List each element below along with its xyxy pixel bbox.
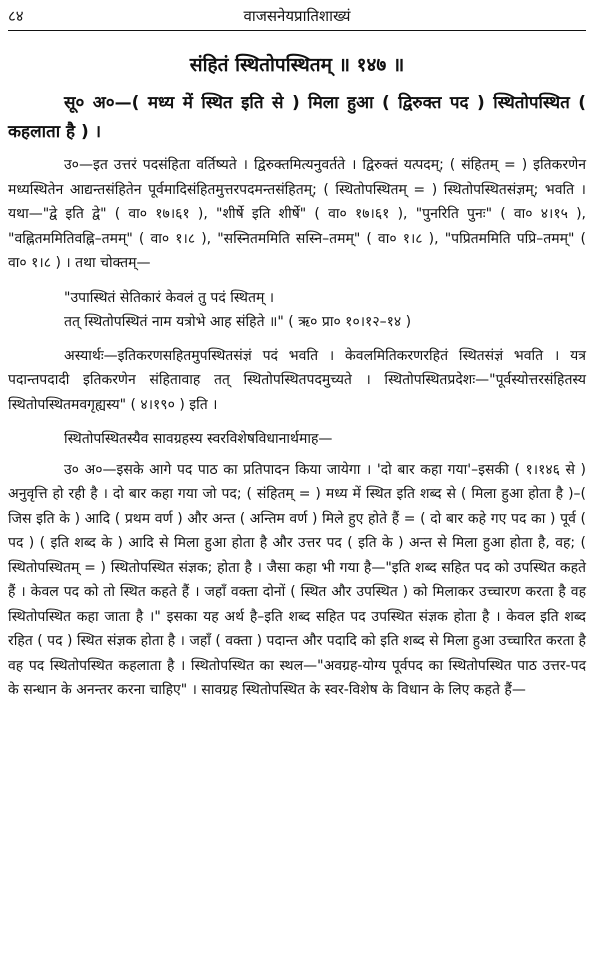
- sutra-translation: सू० अ०—( मध्य में स्थित इति से ) मिला हुआ ( द्विरुक्त पद ) स्थितोपस्थित ( कहलाता है ) ।: [8, 93, 586, 142]
- next-sutra-intro: स्थितोपस्थितस्यैव सावग्रहस्य स्वरविशेषविधानार्थमाह—: [64, 431, 333, 447]
- page-header: [8, 4, 586, 31]
- meaning-paragraph: अस्यार्थः—इतिकरणसहितमुपस्थितसंज्ञं पदं भवति । केवलमितिकरणरहितं स्थितसंज्ञं भवति । यत्र पदान्तपदादी इतिकरणेन संहितावाह तत् स्थितोपस्थितपदमुच्यते । स्थितोपस्थितप्रदेशः—"पूर्वस्योत्तरसंहितस्य स्थितोपस्थितमवगृह्यस्य" ( ४।१९० ) इति ।: [8, 347, 586, 413]
- page-number: ८४: [8, 7, 24, 25]
- hindi-commentary: उ० अ०—इसके आगे पद पाठ का प्रतिपादन किया जायेगा । 'दो बार कहा गया'–इसकी ( १।१४६ से ) अनुवृत्ति हो रही है । दो बार कहा गया जो पद; ( संहितम् = ) मध्य में स्थित इति शब्द से ( मिला हुआ होता है )–( जिस इति के ) आदि ( प्रथम वर्ण ) और अन्त ( अन्तिम वर्ण ) मिले हुए होते हैं = ( दो बार कहे गए पद का ) पूर्व ( पद ) ( इति शब्द के ) आदि से मिला हुआ होता है और उत्तर पद ( इति के ) अन्त से मिला हुआ होता है, वह; ( स्थितोपस्थितम् = ) स्थितोपस्थित संज्ञक; होता है । जैसा कहा भी गया है—"इति शब्द सहित पद को उपस्थित कहते हैं । केवल पद को तो स्थित कहते हैं । जहाँ वक्ता दोनों ( स्थित और उपस्थित ) को मिलाकर उच्चारण करता है वह स्थितोपस्थित कहा जाता है ।" इसका यह अर्थ है–इति शब्द सहित पद उपस्थित संज्ञक होता है । केवल इति शब्द रहित ( पद ) स्थित संज्ञक होता है । जहाँ ( वक्ता ) पदान्त और पदादि को इति शब्द से मिला हुआ उच्चारित करता है वह पद स्थितोपस्थित कहलाता है । स्थितोपस्थित का स्थल—"अवग्रह-योग्य पूर्वपद का स्थितोपस्थित पाठ उत्तर-पद के सन्धान के अनन्तर करना चाहिए" । सावग्रह स्थितोपस्थित के स्वर-विशेष के विधान के लिए कहते हैं—: [8, 461, 586, 698]
- quote-line-2: तत् स्थितोपस्थितं नाम यत्रोभे आह संहिते ॥" ( ऋ० प्रा० १०।१२–१४ ): [64, 313, 412, 330]
- quote-line-1: "उपास्थितं सेतिकारं केवलं तु पदं स्थितम् ।: [64, 289, 275, 306]
- uvata-commentary: उ०—इत उत्तरं पदसंहिता वर्तिष्यते । द्विरुक्तमित्यनुवर्तते । द्विरुक्तं यत्पदम्; ( संहितम् = ) इतिकरणेन मध्यस्थितेन आद्यन्तसंहितेन पूर्वमादिसंहितमुत्तरपदमन्तसंहितम्; ( स्थितोपस्थितम् = ) स्थितोपस्थितसंज्ञम्; भवति । यथा—"द्वे इति द्वे" ( वा० १७।६१ ), "शीर्षे इति शीर्षे" ( वा० १७।६१ ), "पुनरिति पुनः" ( वा० ४।१५ ), "वह्नितममितिवह्नि–तमम्" ( वा० १।८ ), "सस्नितममिति सस्नि–तमम्" ( वा० १।८ ), "पप्रितममिति पप्रि–तमम्" ( वा० १।८ ) । तथा चोक्तम्—: [8, 157, 586, 271]
- sutra-title: संहितं स्थितोपस्थितम् ॥ १४७ ॥: [189, 54, 405, 76]
- running-title: वाजसनेयप्रातिशाख्यं: [243, 7, 351, 25]
